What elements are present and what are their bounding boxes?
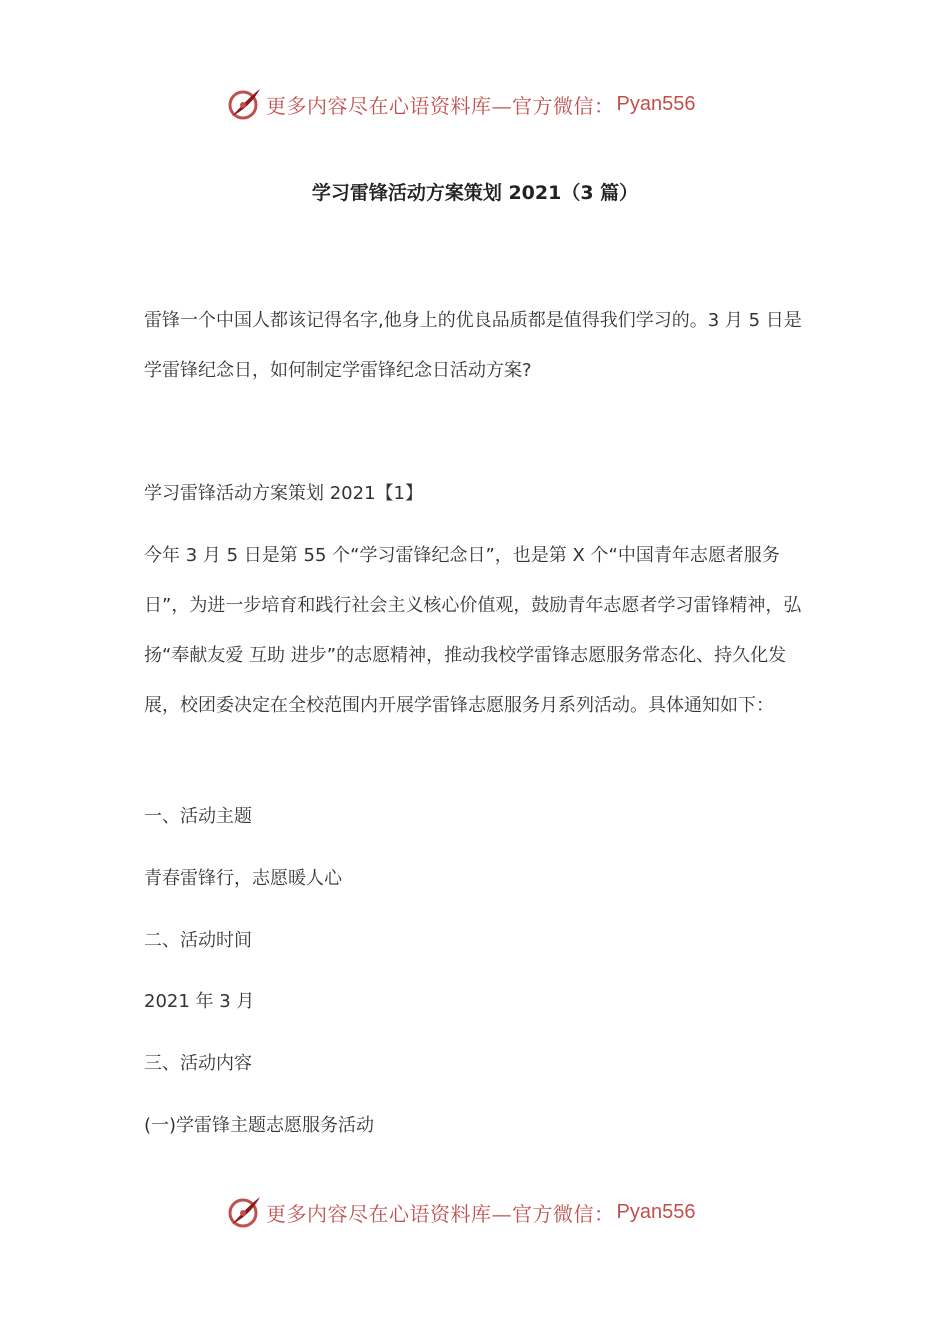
- quill-logo-icon: [226, 86, 262, 122]
- watermark-wechat-id: Pyan556: [616, 92, 696, 115]
- watermark-banner-bottom: [226, 1192, 746, 1232]
- quill-logo-icon: [226, 1194, 262, 1230]
- watermark-banner-top: [226, 84, 746, 124]
- item-heading-content: 三、活动内容: [144, 1053, 252, 1074]
- item-sub-content: (一)学雷锋主题志愿服务活动: [144, 1115, 375, 1136]
- watermark-wechat-id: Pyan556: [616, 1200, 696, 1223]
- section-heading: 学习雷锋活动方案策划 2021【1】: [144, 483, 423, 504]
- item-value-time: 2021 年 3 月: [144, 991, 255, 1012]
- watermark-text: 更多内容尽在心语资料库—官方微信：: [266, 1201, 615, 1226]
- document-title: 学习雷锋活动方案策划 2021（3 篇）: [311, 182, 639, 204]
- intro-paragraph: 雷锋一个中国人都该记得名字,他身上的优良品质都是值得我们学习的。3 月 5 日是学雷锋纪念日，如何制定学雷锋纪念日活动方案?: [144, 310, 802, 381]
- item-value-theme: 青春雷锋行，志愿暖人心: [144, 868, 342, 889]
- watermark-text: 更多内容尽在心语资料库—官方微信：: [266, 93, 615, 118]
- body-paragraph: 今年 3 月 5 日是第 55 个“学习雷锋纪念日”，也是第 X 个“中国青年志愿者服务日”，为进一步培育和践行社会主义核心价值观，鼓励青年志愿者学习雷锋精神，弘扬“奉献友爱 互助 进步”的志愿精神，推动我校学雷锋志愿服务常态化、持久化发展，校团委决定在全校范围内开展学雷锋志愿服务月系列活动。具体通知如下：: [144, 545, 802, 716]
- item-heading-theme: 一、活动主题: [144, 806, 252, 827]
- item-heading-time: 二、活动时间: [144, 930, 252, 951]
